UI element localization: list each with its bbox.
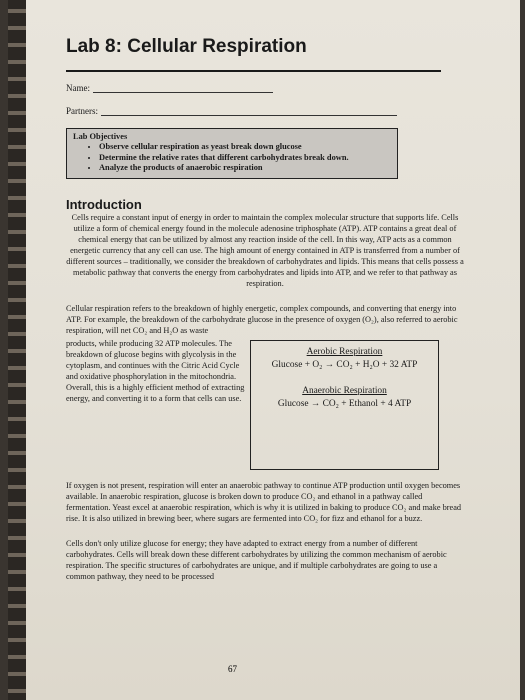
page-content: [66, 36, 464, 582]
intro-paragraph-3: If oxygen is not present, respiration will enter an anaerobic pathway to continue ATP production until oxygen becomes available. In anaerobic respiration, glucose is broken down to produce CO₂ and ethanol in a pathway called fermentation. Yeast excel at anaerobic respiration, which is why it is utilized in baking to produce CO₂ and make bread rise. It is also utilized in brewing beer, where sugars are fermented into CO₂ for fizz and ethanol for a buzz.: [66, 480, 462, 523]
partners-line: [101, 105, 397, 116]
objective-item: • Determine the relative rates that different carbohydrates break down.: [99, 153, 391, 164]
name-line: [93, 82, 273, 93]
intro-paragraph-4: Cells don't only utilize glucose for energy; they have adapted to extract energy from a number of different carbohydrates. Cells will break down these different carbohydrates by utilizing the common mechanism of aerobic respiration. The specific structures of carbohydrates are unique, and if multiple carbohydrates are going to use a common pathway, they need to be processed: [66, 538, 447, 582]
lab-page: [8, 0, 520, 700]
page-title: Lab 8: Cellular Respiration: [66, 36, 307, 57]
intro-paragraph-2: Cellular respiration refers to the breakdown of highly energetic, complex compounds, and converting that energy into ATP. For example, the breakdown of the carbohydrate glucose in the presence of oxygen (O₂), also referred to aerobic respiration, will net CO₂ and H₂O as waste: [66, 303, 458, 335]
objective-item: • Analyze the products of anaerobic respiration: [99, 163, 391, 174]
partners-field: [66, 105, 464, 116]
spiral-binding: [8, 0, 26, 700]
objectives-list: [73, 142, 391, 174]
equation-box: [250, 340, 439, 470]
name-label: Name:: [66, 83, 90, 93]
intro-paragraph-1: Cells require a constant input of energy in order to maintain the complex molecular structure that supports life. Cells utilize a form of chemical energy found in the molecule adenosine triphosphate (ATP). ATP contains a great deal of chemical energy that can be utilized by almost any reaction inside of the cell. In this way, ATP acts as a common energetic currency that any cell can use. The high amount of energy contained in ATP is transferred from a number of different sources – traditionally, we consider the breakdown of carbohydrates and lipids. This means that cells possess a metabolic pathway that converts the energy from carbohydrates and lipids into ATP, and we refer to that pathway as respiration.: [66, 212, 464, 288]
name-field: [66, 82, 464, 93]
objectives-box: [66, 128, 398, 179]
title-divider: [66, 70, 441, 72]
objectives-heading: Lab Objectives: [73, 132, 128, 141]
partners-label: Partners:: [66, 106, 98, 116]
anaerobic-equation: Glucose → CO₂ + Ethanol + 4 ATP: [277, 398, 412, 409]
page-number: 67: [228, 664, 237, 674]
intro-paragraph-2-wrap: products, while producing 32 ATP molecules. The breakdown of glucose begins with glycolysis in the cytoplasm, and continues with the Citric Acid Cycle and oxidative phosphorylation in the mitochondria. Overall, this is a highly efficient method of extracting energy, and converting it to a form that cells can use.: [66, 338, 245, 403]
anaerobic-title: Anaerobic Respiration: [302, 385, 387, 396]
aerobic-title: Aerobic Respiration: [306, 346, 383, 357]
introduction-heading: Introduction: [66, 196, 142, 212]
respiration-section: [66, 338, 464, 480]
objective-item: • Observe cellular respiration as yeast break down glucose: [99, 142, 391, 153]
aerobic-equation: Glucose + O₂ → CO₂ + H₂O + 32 ATP: [271, 359, 418, 370]
